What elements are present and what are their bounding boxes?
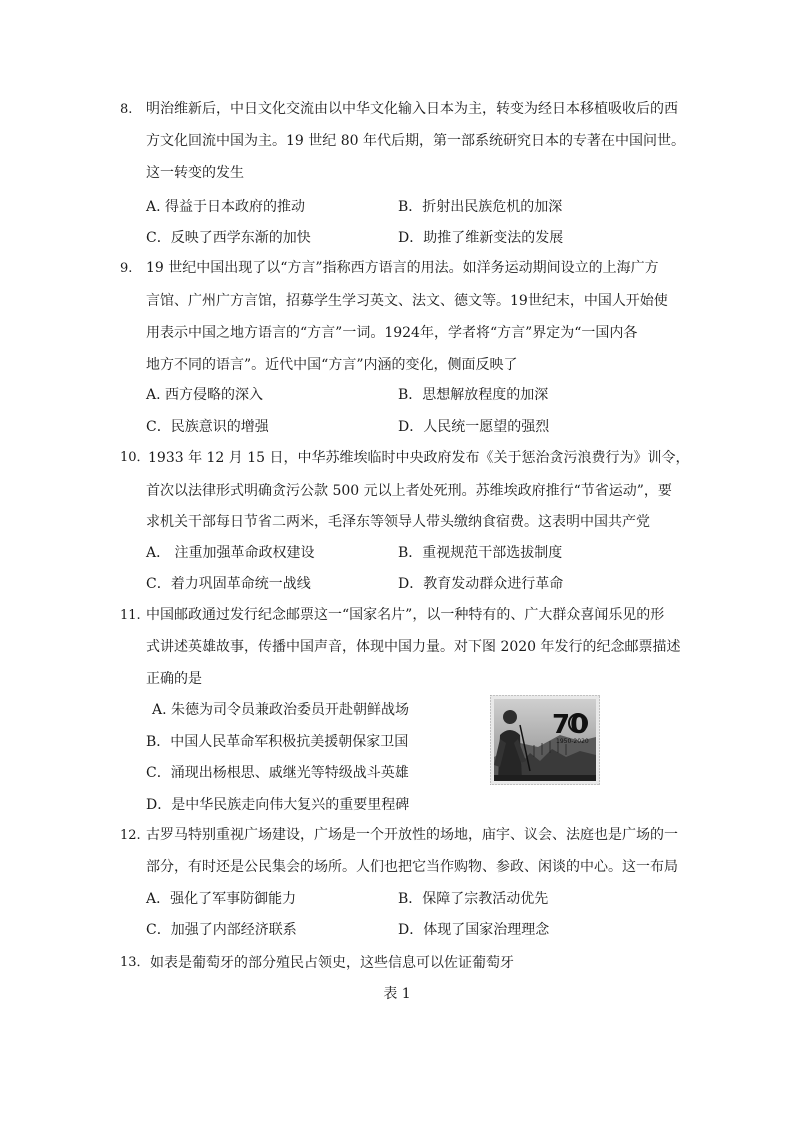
- option-b: B．重视规范干部选拔制度: [398, 545, 563, 561]
- option-a: A. 得益于日本政府的推动: [146, 199, 306, 215]
- question-text-line: 用表示中国之地方语言的“方言”一词。1924年，学者将“方言”界定为“一国内各: [146, 325, 638, 341]
- question-number: 9.: [120, 261, 133, 276]
- question-text-line: 首次以法律形式明确贪污公款 500 元以上者处死刑。苏维埃政府推行“节省运动”，要: [146, 483, 672, 499]
- option-c: C．着力巩固革命统一战线: [146, 576, 311, 592]
- option-c: C．民族意识的增强: [146, 419, 269, 435]
- question-text-line: 如表是葡萄牙的部分殖民占领史，这些信息可以佐证葡萄牙: [150, 955, 514, 971]
- table-caption: 表 1: [383, 986, 411, 1002]
- option-a: A. 西方侵略的深入: [146, 387, 264, 403]
- option-a: A．强化了军事防御能力: [146, 891, 297, 907]
- option-a: A． 注重加强革命政权建设: [146, 545, 315, 561]
- question-text-line: 正确的是: [146, 671, 202, 687]
- question-text-line: 式讲述英雄故事，传播中国声音，体现中国力量。对下图 2020 年发行的纪念邮票描述: [146, 639, 681, 655]
- stamp-years: 1950-2020: [556, 738, 589, 745]
- question-text-line: 这一转变的发生: [146, 165, 244, 181]
- option-d: D．体现了国家治理理念: [398, 922, 550, 938]
- question-number: 10．: [120, 450, 150, 465]
- question-text-line: 1933 年 12 月 15 日，中华苏维埃临时中央政府发布《关于惩治贪污浪费行为》训令，: [148, 450, 690, 466]
- option-d: D．助推了维新变法的发展: [398, 230, 564, 246]
- option-b: B．思想解放程度的加深: [398, 387, 549, 403]
- option-a: A. 朱德为司令员兼政治委员开赴朝鲜战场: [152, 702, 410, 718]
- stamp-number: 70: [552, 710, 589, 740]
- question-text-line: 中国邮政通过发行纪念邮票这一“国家名片”，以一种特有的、广大群众喜闻乐见的形: [146, 607, 665, 623]
- question-text-line: 言馆、广州广方言馆，招募学生学习英文、法文、德文等。19世纪末，中国人开始使: [146, 293, 668, 309]
- option-b: B．折射出民族危机的加深: [398, 199, 563, 215]
- option-b: B．保障了宗教活动优先: [398, 891, 549, 907]
- question-number: 11.: [120, 608, 141, 623]
- option-c: C．涌现出杨根思、戚继光等特级战斗英雄: [146, 765, 409, 781]
- question-number: 8.: [120, 102, 133, 117]
- question-text-line: 明治维新后，中日文化交流由以中华文化输入日本为主，转变为经日本移植吸收后的西: [146, 101, 678, 117]
- option-d: D．教育发动群众进行革命: [398, 576, 564, 592]
- commemorative-stamp-image: [490, 695, 600, 785]
- option-c: C．反映了西学东渐的加快: [146, 230, 311, 246]
- question-text-line: 求机关干部每日节省二两米，毛泽东等领导人带头缴纳食宿费。这表明中国共产党: [146, 514, 650, 530]
- option-b: B．中国人民革命军积极抗美援朝保家卫国: [146, 734, 409, 750]
- option-d: D．是中华民族走向伟大复兴的重要里程碑: [146, 797, 410, 813]
- question-number: 12.: [120, 828, 141, 843]
- option-c: C．加强了内部经济联系: [146, 922, 297, 938]
- question-text-line: 19 世纪中国出现了以“方言”指称西方语言的用法。如洋务运动期间设立的上海广方: [146, 260, 659, 276]
- question-text-line: 部分，有时还是公民集会的场所。人们也把它当作购物、参政、闲谈的中心。这一布局: [146, 859, 678, 875]
- question-text-line: 古罗马特别重视广场建设，广场是一个开放性的场地，庙宇、议会、法庭也是广场的一: [146, 827, 678, 843]
- question-text-line: 方文化回流中国为主。19 世纪 80 年代后期，第一部系统研究日本的专著在中国问世。: [146, 133, 685, 149]
- question-number: 13．: [120, 955, 150, 970]
- option-d: D．人民统一愿望的强烈: [398, 419, 550, 435]
- question-text-line: 地方不同的语言”。近代中国“方言”内涵的变化，侧面反映了: [146, 357, 518, 373]
